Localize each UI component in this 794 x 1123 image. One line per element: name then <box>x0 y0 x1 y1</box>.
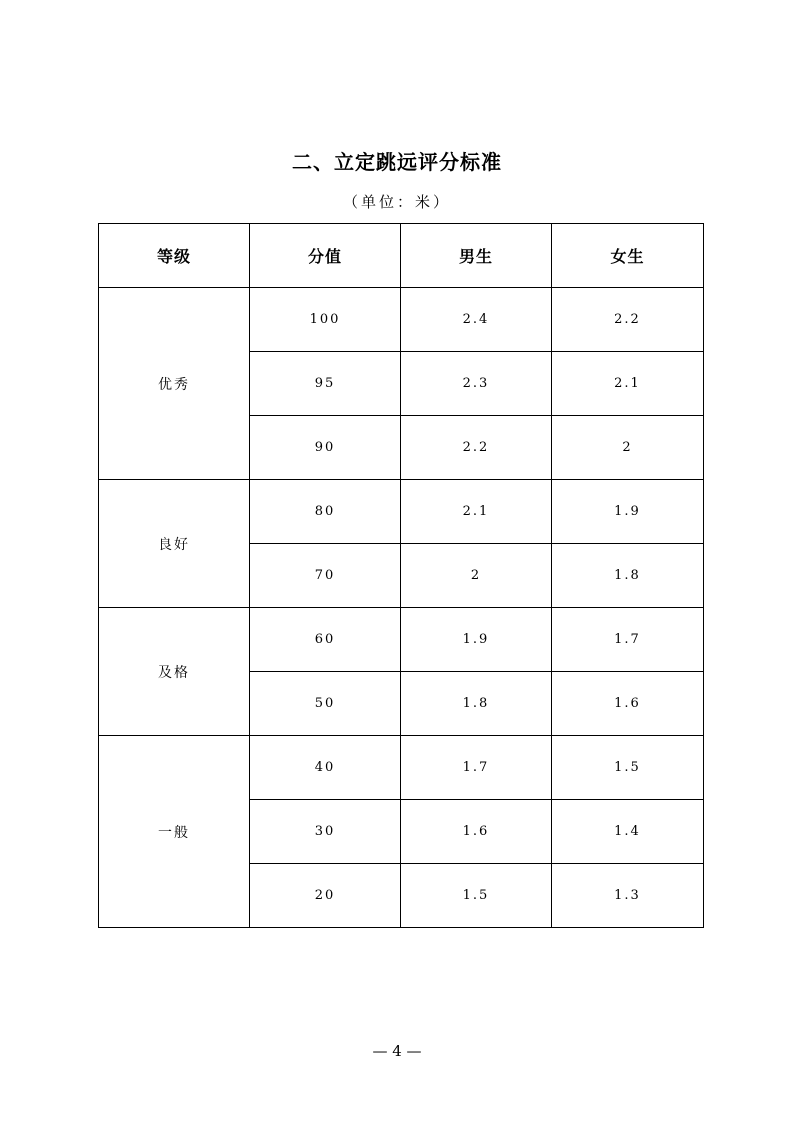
score-cell: 50 <box>250 672 401 736</box>
male-cell: 2.1 <box>401 480 552 544</box>
score-cell: 80 <box>250 480 401 544</box>
female-cell: 1.7 <box>552 608 704 672</box>
score-cell: 20 <box>250 864 401 928</box>
male-cell: 2.4 <box>401 288 552 352</box>
score-cell: 60 <box>250 608 401 672</box>
female-cell: 1.9 <box>552 480 704 544</box>
female-cell: 1.3 <box>552 864 704 928</box>
female-cell: 1.6 <box>552 672 704 736</box>
page-title: 二、立定跳远评分标准 <box>292 150 502 174</box>
score-cell: 30 <box>250 800 401 864</box>
female-cell: 1.5 <box>552 736 704 800</box>
score-cell: 40 <box>250 736 401 800</box>
header-grade: 等级 <box>99 224 250 288</box>
female-cell: 2.1 <box>552 352 704 416</box>
female-cell: 1.8 <box>552 544 704 608</box>
male-cell: 2.2 <box>401 416 552 480</box>
score-cell: 100 <box>250 288 401 352</box>
male-cell: 2 <box>401 544 552 608</box>
grade-cell: 及格 <box>99 608 250 736</box>
male-cell: 1.8 <box>401 672 552 736</box>
header-female: 女生 <box>552 224 704 288</box>
male-cell: 1.9 <box>401 608 552 672</box>
male-cell: 1.7 <box>401 736 552 800</box>
score-table <box>98 223 704 928</box>
grade-cell: 优秀 <box>99 288 250 480</box>
grade-cell: 良好 <box>99 480 250 608</box>
grade-cell: 一般 <box>99 736 250 928</box>
table-row <box>99 288 704 352</box>
table-row <box>99 480 704 544</box>
header-score: 分值 <box>250 224 401 288</box>
score-cell: 90 <box>250 416 401 480</box>
score-cell: 95 <box>250 352 401 416</box>
male-cell: 2.3 <box>401 352 552 416</box>
female-cell: 2.2 <box>552 288 704 352</box>
score-cell: 70 <box>250 544 401 608</box>
unit-note: （单位：米） <box>342 193 451 211</box>
female-cell: 1.4 <box>552 800 704 864</box>
header-male: 男生 <box>401 224 552 288</box>
male-cell: 1.5 <box>401 864 552 928</box>
female-cell: 2 <box>552 416 704 480</box>
table-row <box>99 736 704 800</box>
table-row <box>99 608 704 672</box>
male-cell: 1.6 <box>401 800 552 864</box>
page-number: — 4 — <box>372 1042 422 1060</box>
table-header-row <box>99 224 704 288</box>
